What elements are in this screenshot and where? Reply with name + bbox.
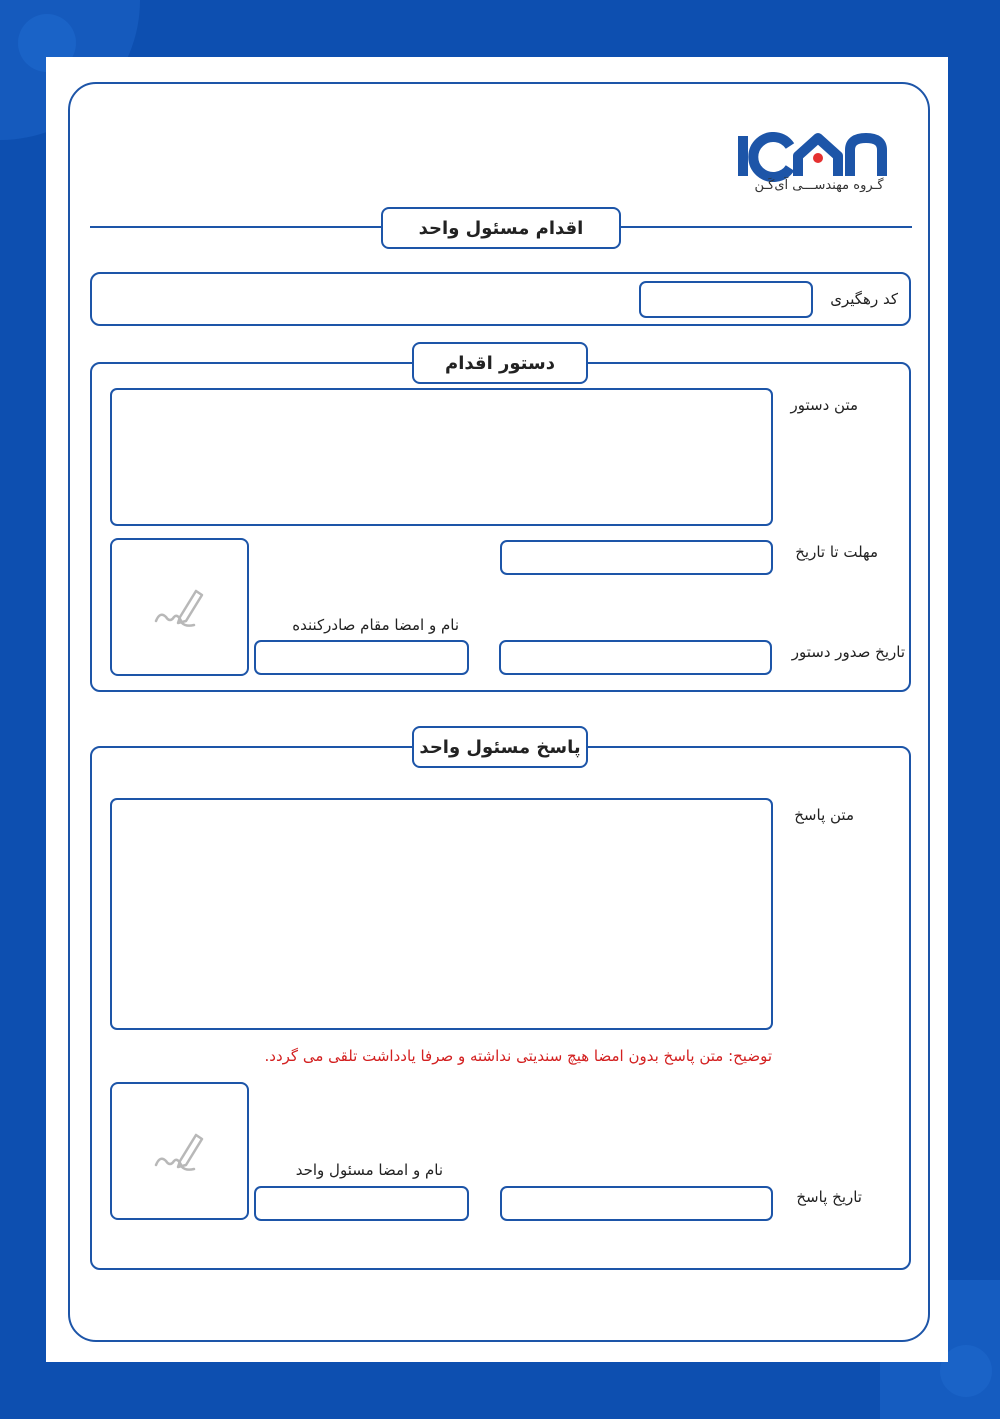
response-date-label: تاریخ پاسخ <box>796 1188 862 1206</box>
responder-name-label: نام و امضا مسئول واحد <box>295 1161 443 1179</box>
deadline-label: مهلت تا تاریخ <box>795 543 878 561</box>
issue-date-input[interactable] <box>499 640 772 675</box>
order-text-area[interactable] <box>110 388 773 526</box>
signature-pen-icon <box>150 577 210 637</box>
response-date-input[interactable] <box>500 1186 773 1221</box>
response-text-area[interactable] <box>110 798 773 1030</box>
order-section-title: دستور اقدام <box>412 342 588 384</box>
signature-pen-icon <box>150 1121 210 1181</box>
responder-name-input[interactable] <box>254 1186 469 1221</box>
order-text-label: متن دستور <box>790 396 858 414</box>
tracking-code-input[interactable] <box>639 281 813 318</box>
issuer-signature-box[interactable] <box>110 538 249 676</box>
response-section-title: پاسخ مسئول واحد <box>412 726 588 768</box>
response-note: توضیح: متن پاسخ بدون امضا هیچ سندیتی نداشته و صرفا یادداشت تلقی می گردد. <box>264 1047 772 1065</box>
tracking-label: کد رهگیری <box>830 290 898 308</box>
issue-date-label: تاریخ صدور دستور <box>791 643 905 661</box>
issuer-name-label: نام و امضا مقام صادرکننده <box>292 616 459 634</box>
deadline-input[interactable] <box>500 540 773 575</box>
responder-signature-box[interactable] <box>110 1082 249 1220</box>
response-text-label: متن پاسخ <box>794 806 854 824</box>
page-title: اقدام مسئول واحد <box>381 207 621 249</box>
issuer-name-input[interactable] <box>254 640 469 675</box>
logo-subtitle: گـروه مهندســـی آی‌کَـن <box>754 178 884 193</box>
